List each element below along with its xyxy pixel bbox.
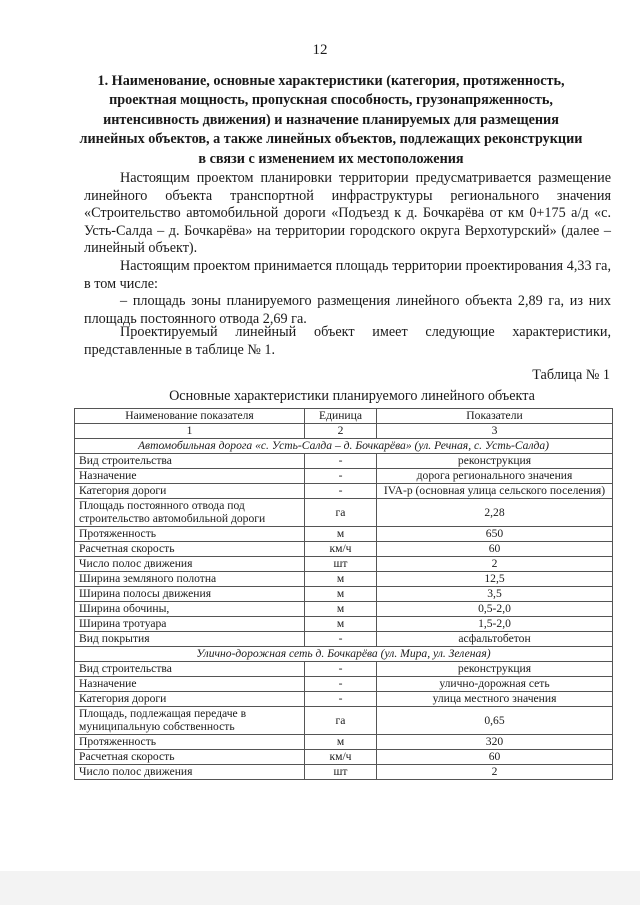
table-caption: Основные характеристики планируемого линейного объекта xyxy=(169,388,535,404)
section-row xyxy=(75,646,613,661)
row-unit: - xyxy=(305,484,377,499)
row-unit: км/ч xyxy=(305,749,377,764)
row-value: 650 xyxy=(377,526,613,541)
row-value: 320 xyxy=(377,734,613,749)
row-name: Протяженность xyxy=(75,526,305,541)
row-value: 60 xyxy=(377,541,613,556)
table-row xyxy=(75,661,613,676)
row-unit: - xyxy=(305,631,377,646)
header-name: Наименование показателя xyxy=(75,409,305,424)
table-row xyxy=(75,469,613,484)
column-number: 2 xyxy=(305,424,377,439)
table-row xyxy=(75,734,613,749)
row-unit: га xyxy=(305,706,377,734)
row-unit: м xyxy=(305,734,377,749)
row-value: 3,5 xyxy=(377,586,613,601)
row-name: Ширина тротуара xyxy=(75,616,305,631)
row-name: Категория дороги xyxy=(75,484,305,499)
row-value: 1,5-2,0 xyxy=(377,616,613,631)
table-row xyxy=(75,631,613,646)
paragraph-intro: Настоящим проектом планировки территории предусматривается размещение линейного объекта транспортной инфраструктуры регионального значения «Строительство автомобильной дороги «Подъезд к д. Бочкарёва от км 0+175 а/д «с. Усть-Салда – д. Бочкарёва» на территории городского округа Верхотурский» (далее – линейный объект). xyxy=(84,170,611,257)
row-name: Расчетная скорость xyxy=(75,749,305,764)
row-name: Назначение xyxy=(75,469,305,484)
row-unit: га xyxy=(305,499,377,527)
row-name: Число полос движения xyxy=(75,764,305,779)
row-name: Площадь постоянного отвода под строительство автомобильной дороги xyxy=(75,499,305,527)
table-row xyxy=(75,706,613,734)
characteristics-table xyxy=(74,408,613,780)
row-value: 12,5 xyxy=(377,571,613,586)
row-value: 60 xyxy=(377,749,613,764)
row-name: Ширина полосы движения xyxy=(75,586,305,601)
table-row xyxy=(75,601,613,616)
row-unit: шт xyxy=(305,556,377,571)
row-name: Число полос движения xyxy=(75,556,305,571)
row-name: Категория дороги xyxy=(75,691,305,706)
table-row xyxy=(75,484,613,499)
table-row xyxy=(75,454,613,469)
row-value: 2 xyxy=(377,556,613,571)
row-unit: м xyxy=(305,616,377,631)
row-value: реконструкция xyxy=(377,454,613,469)
table-row xyxy=(75,616,613,631)
table-row xyxy=(75,586,613,601)
table-row xyxy=(75,764,613,779)
table-row xyxy=(75,571,613,586)
row-unit: - xyxy=(305,469,377,484)
table-row xyxy=(75,676,613,691)
row-unit: - xyxy=(305,454,377,469)
row-name: Расчетная скорость xyxy=(75,541,305,556)
row-name: Ширина обочины, xyxy=(75,601,305,616)
row-value: асфальтобетон xyxy=(377,631,613,646)
table-row xyxy=(75,499,613,527)
table-row xyxy=(75,691,613,706)
row-value: 2,28 xyxy=(377,499,613,527)
row-value: 2 xyxy=(377,764,613,779)
row-unit: км/ч xyxy=(305,541,377,556)
row-value: 0,65 xyxy=(377,706,613,734)
row-unit: м xyxy=(305,571,377,586)
row-value: IVA-р (основная улица сельского поселения) xyxy=(377,484,613,499)
section-row xyxy=(75,439,613,454)
section-heading: 1. Наименование, основные характеристики (категория, протяженность, проектная мощность, пропускная способность, грузонапряженность, интенсивность движения) и назначение планируемых для размещения линейных объектов, а также линейных объектов, подлежащих реконструкции в связи с изменением их местоположения xyxy=(79,73,583,167)
row-unit: - xyxy=(305,661,377,676)
row-name: Вид строительства xyxy=(75,661,305,676)
table-row xyxy=(75,749,613,764)
paragraph-area: Настоящим проектом принимается площадь территории проектирования 4,33 га, в том числе: xyxy=(84,258,611,292)
row-unit: м xyxy=(305,526,377,541)
table-header-row xyxy=(75,409,613,424)
page-number: 12 xyxy=(312,42,328,58)
row-value: реконструкция xyxy=(377,661,613,676)
row-name: Вид строительства xyxy=(75,454,305,469)
column-number: 1 xyxy=(75,424,305,439)
row-unit: - xyxy=(305,676,377,691)
table-row xyxy=(75,556,613,571)
row-value: улица местного значения xyxy=(377,691,613,706)
row-name: Назначение xyxy=(75,676,305,691)
section-title: Улично-дорожная сеть д. Бочкарёва (ул. Мира, ул. Зеленая) xyxy=(75,646,613,661)
paragraph-characteristics: Проектируемый линейный объект имеет следующие характеристики, представленные в таблице № 1. xyxy=(84,324,611,358)
column-number: 3 xyxy=(377,424,613,439)
row-value: дорога регионального значения xyxy=(377,469,613,484)
row-unit: м xyxy=(305,601,377,616)
row-unit: шт xyxy=(305,764,377,779)
table-row xyxy=(75,541,613,556)
header-unit: Единица xyxy=(305,409,377,424)
row-value: улично-дорожная сеть xyxy=(377,676,613,691)
section-title: Автомобильная дорога «с. Усть-Салда – д. Бочкарёва» (ул. Речная, с. Усть-Салда) xyxy=(75,439,613,454)
row-unit: - xyxy=(305,691,377,706)
row-name: Ширина земляного полотна xyxy=(75,571,305,586)
table-label: Таблица № 1 xyxy=(532,367,610,383)
row-value: 0,5-2,0 xyxy=(377,601,613,616)
header-values: Показатели xyxy=(377,409,613,424)
column-number-row xyxy=(75,424,613,439)
paragraph-zone: – площадь зоны планируемого размещения линейного объекта 2,89 га, из них площадь постоянного отвода 2,69 га. xyxy=(84,293,611,327)
footer-strip xyxy=(0,871,640,905)
row-unit: м xyxy=(305,586,377,601)
row-name: Протяженность xyxy=(75,734,305,749)
row-name: Площадь, подлежащая передаче в муниципальную собственность xyxy=(75,706,305,734)
table-row xyxy=(75,526,613,541)
row-name: Вид покрытия xyxy=(75,631,305,646)
